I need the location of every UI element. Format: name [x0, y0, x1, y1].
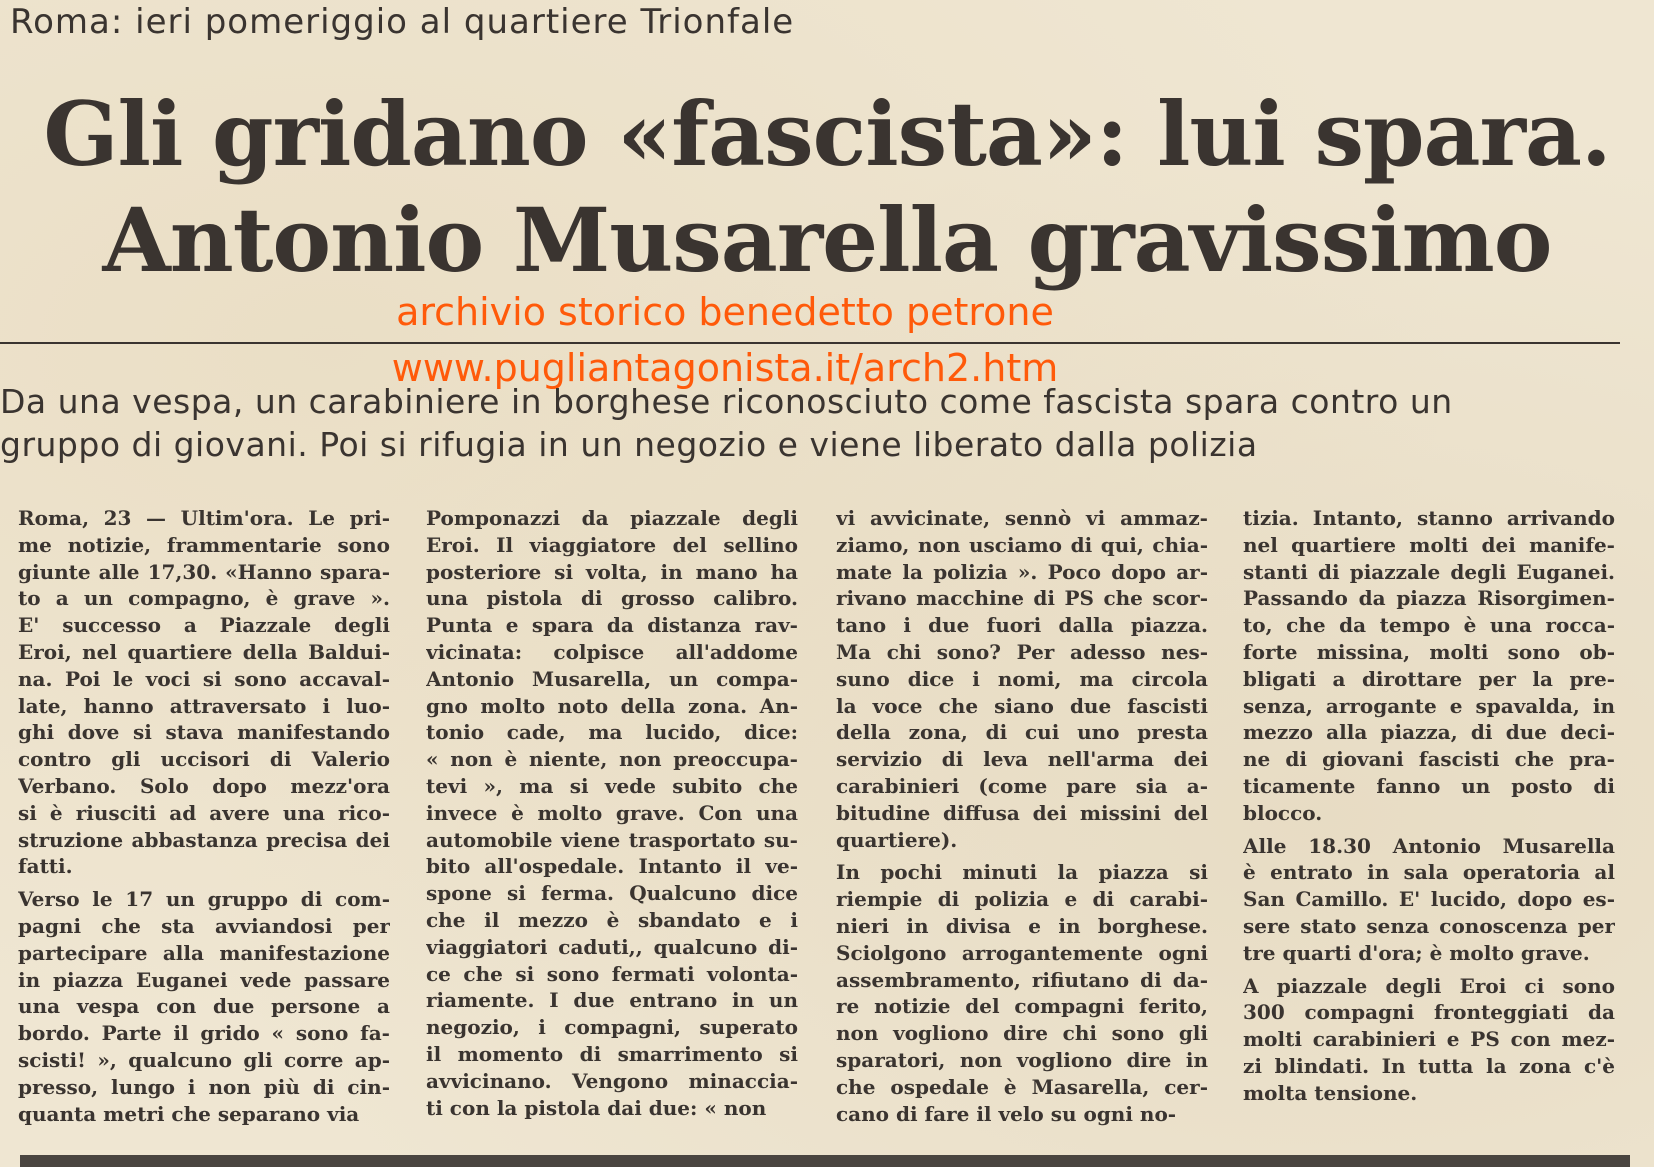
article-text-line: Verbano. Solo dopo mezz'ora — [18, 773, 390, 798]
article-text-line: ce che si sono fermati volonta- — [426, 961, 798, 986]
article-text-line: San Camillo. E' lucido, dopo es- — [1243, 887, 1615, 912]
article-column-4 — [1243, 505, 1615, 1107]
article-text-line: pagni che sta avviandosi per — [18, 913, 390, 938]
article-text-line: servizio di leva nell'arma dei — [836, 747, 1208, 772]
article-text-line: Verso le 17 un gruppo di com- — [18, 887, 390, 912]
article-column-3 — [836, 505, 1208, 1127]
article-text-line: rivano macchine di PS che scor- — [836, 586, 1208, 611]
article-text-line: contro gli uccisori di Valerio — [18, 747, 390, 772]
watermark-archive-name: archivio storico benedetto petrone — [396, 290, 1054, 334]
article-text-line: della zona, di cui uno presta — [836, 720, 1208, 745]
article-text-line: to, che da tempo è una rocca- — [1243, 613, 1615, 638]
article-text-line: E' successo a Piazzale degli — [18, 613, 390, 638]
article-text-line: Pomponazzi da piazzale degli — [426, 506, 798, 530]
article-text-line: fatti. — [18, 854, 73, 879]
article-text-line: molta tensione. — [1243, 1080, 1418, 1105]
article-text-line: presso, lungo i non più di cin- — [18, 1074, 390, 1099]
article-text-line: molti carabinieri e PS con mez- — [1243, 1027, 1615, 1052]
section-divider — [0, 342, 1620, 344]
article-text-line: nieri in divisa e in borghese. — [836, 913, 1208, 938]
article-text-line: vicinata: colpisce all'addome — [426, 639, 798, 664]
article-text-line: sere stato senza conoscenza per — [1243, 913, 1615, 938]
article-text-line: ghi dove si stava manifestando — [18, 720, 390, 745]
article-text-line: gno molto noto della zona. An- — [426, 693, 798, 718]
article-text-line: quartiere). — [836, 827, 958, 852]
article-text-line: una pistola di grosso calibro. — [426, 586, 798, 611]
article-text-line: posteriore si volta, in mano ha — [426, 559, 798, 584]
subhead-line-2: gruppo di giovani. Poi si rifugia in un negozio e viene liberato dalla polizia — [0, 425, 1258, 464]
article-text-line: senza, arrogante e spavalda, in — [1243, 693, 1615, 718]
article-column-1 — [18, 505, 390, 1127]
article-text-line: in piazza Euganei vede passare — [18, 967, 390, 992]
article-text-line: tizia. Intanto, stanno arrivando — [1243, 506, 1615, 530]
article-text-line: non vogliono dire chi sono gli — [836, 1021, 1208, 1046]
article-text-line: Alle 18.30 Antonio Musarella — [1243, 833, 1615, 858]
article-text-line: bitudine diffusa dei missini del — [836, 800, 1208, 825]
headline-line-2: Antonio Musarella gravissimo — [102, 188, 1552, 292]
article-text-line: struzione abbastanza precisa dei — [18, 827, 390, 852]
article-text-line: carabinieri (come pare sia a- — [836, 773, 1208, 798]
article-text-line: riamente. I due entrano in un — [426, 988, 798, 1013]
article-text-line: Ma chi sono? Per adesso nes- — [836, 639, 1208, 664]
article-text-line: ne di giovani fascisti che pra- — [1243, 747, 1615, 772]
article-text-line: sparatori, non vogliono dire in — [836, 1047, 1208, 1072]
article-text-line: tre quarti d'ora; è molto grave. — [1243, 940, 1590, 965]
article-text-line: la voce che siano due fascisti — [836, 693, 1208, 718]
article-text-line: zi blindati. In tutta la zona c'è — [1243, 1053, 1615, 1078]
article-text-line: giunte alle 17,30. «Hanno spara- — [18, 559, 390, 584]
article-text-line: spone si ferma. Qualcuno dice — [426, 881, 798, 906]
headline-line-1: Gli gridano «fascista»: lui spara. — [43, 82, 1611, 186]
article-text-line: bligati a dirottare per la pre- — [1243, 666, 1615, 691]
article-text-line: il momento di smarrimento si — [426, 1041, 798, 1066]
article-text-line: to a un compagno, è grave ». — [18, 586, 390, 611]
article-text-line: Eroi, nel quartiere della Baldui- — [18, 639, 390, 664]
article-column-2 — [426, 505, 798, 1121]
watermark-url[interactable]: www.pugliantagonista.it/arch2.htm — [391, 346, 1059, 390]
article-text-line: Antonio Musarella, un compa- — [426, 666, 798, 691]
article-kicker: Roma: ieri pomeriggio al quartiere Trionfale — [10, 2, 795, 42]
article-text-line: re notizie del compagni ferito, — [836, 994, 1208, 1019]
article-text-line: Eroi. Il viaggiatore del sellino — [426, 532, 798, 557]
article-text-line: è entrato in sala operatoria al — [1243, 860, 1615, 885]
article-text-line: ti con la pistola dai due: « non — [426, 1095, 767, 1120]
article-text-line: tano i due fuori dalla piazza. — [836, 613, 1208, 638]
article-text-line: nel quartiere molti dei manife- — [1243, 532, 1615, 557]
article-text-line: bordo. Parte il grido « sono fa- — [18, 1021, 390, 1046]
article-text-line: In pochi minuti la piazza si — [836, 860, 1208, 885]
article-subheadline — [0, 380, 1640, 466]
article-text-line: late, hanno attraversato i luo- — [18, 693, 390, 718]
article-text-line: viaggiatori caduti,, qualcuno di- — [426, 934, 798, 959]
article-text-line: invece è molto grave. Con una — [426, 800, 798, 825]
article-text-line: scisti! », qualcuno gli corre ap- — [18, 1047, 390, 1072]
article-text-line: quanta metri che separano via — [18, 1101, 360, 1126]
article-body — [18, 505, 1628, 1125]
article-text-line: mate la polizia ». Poco dopo ar- — [836, 559, 1208, 584]
article-text-line: blocco. — [1243, 800, 1323, 825]
article-text-line: che ospedale è Masarella, cer- — [836, 1074, 1208, 1099]
article-text-line: « non è niente, non preoccupa- — [426, 747, 798, 772]
article-text-line: ziamo, non usciamo di qui, chia- — [836, 532, 1208, 557]
article-text-line: Punta e spara da distanza rav- — [426, 613, 798, 638]
article-text-line: automobile viene trasportato su- — [426, 827, 798, 852]
article-text-line: forte missina, molti sono ob- — [1243, 639, 1615, 664]
article-text-line: A piazzale degli Eroi ci sono — [1243, 973, 1615, 998]
subhead-line-1: Da una vespa, un carabiniere in borghese riconosciuto come fascista spara contro un — [0, 382, 1453, 421]
article-text-line: me notizie, frammentarie sono — [18, 532, 390, 557]
article-text-line: tevi », ma si vede subito che — [426, 773, 798, 798]
article-text-line: una vespa con due persone a — [18, 994, 390, 1019]
article-text-line: tonio cade, ma lucido, dice: — [426, 720, 798, 745]
article-text-line: negozio, i compagni, superato — [426, 1015, 798, 1040]
article-text-line: na. Poi le voci si sono accaval- — [18, 666, 390, 691]
article-text-line: Roma, 23 — Ultim'ora. Le pri- — [18, 506, 390, 530]
article-text-line: stanti di piazzale degli Euganei. — [1243, 559, 1615, 584]
article-text-line: bito all'ospedale. Intanto il ve- — [426, 854, 798, 879]
article-text-line: che il mezzo è sbandato e i — [426, 907, 798, 932]
article-text-line: Passando da piazza Risorgimen- — [1243, 586, 1615, 611]
article-text-line: avvicinano. Vengono minaccia- — [426, 1068, 798, 1093]
article-text-line: Sciolgono arrogantemente ogni — [836, 940, 1208, 965]
article-text-line: suno dice i nomi, ma circola — [836, 666, 1208, 691]
article-text-line: 300 compagni fronteggiati da — [1243, 1000, 1615, 1025]
article-text-line: si è riusciti ad avere una rico- — [18, 800, 390, 825]
article-text-line: mezzo alla piazza, di due deci- — [1243, 720, 1615, 745]
article-text-line: assembramento, rifiutano di da- — [836, 967, 1208, 992]
article-text-line: riempie di polizia e di carabi- — [836, 887, 1208, 912]
article-text-line: partecipare alla manifestazione — [18, 940, 390, 965]
article-text-line: vi avvicinate, sennò vi ammaz- — [836, 506, 1208, 530]
article-text-line: ticamente fanno un posto di — [1243, 773, 1615, 798]
bottom-border — [20, 1155, 1630, 1167]
article-text-line: cano di fare il velo su ogni no- — [836, 1101, 1177, 1126]
